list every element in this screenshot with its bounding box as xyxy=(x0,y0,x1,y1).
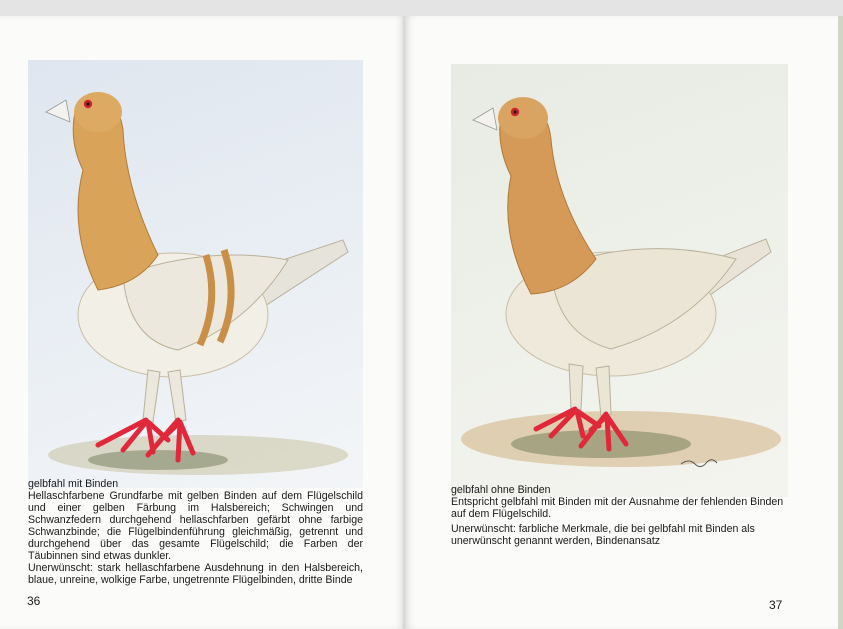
illustration-gelbfahl-ohne-binden xyxy=(451,64,788,497)
pigeon-without-bars-illustration xyxy=(451,64,788,497)
description: Entspricht gelbfahl mit Binden mit der Ausnahme der fehlenden Binden auf dem Flügelschild. xyxy=(451,496,784,520)
description: Hellaschfarbene Grundfarbe mit gelben Binden auf dem Flügelschild und einer gelben Färbung im Halsbereich; Schwingen und Schwanzfedern durchgehend hellaschfarben gefärbt ohne farbige Schwanzbinde; die Flügelbindenführung gleichmäßig, getrennt und durchgehend über das gesamte Flügelschild; die Farben der Täubinnen sind etwas dunkler. xyxy=(28,490,363,562)
scan-border xyxy=(0,0,843,16)
left-page xyxy=(0,16,405,629)
text-gelbfahl-ohne-binden xyxy=(451,484,788,550)
pigeon-with-bars-illustration xyxy=(28,60,363,488)
undesired-traits: Unerwünscht: farbliche Merkmale, die bei gelbfahl mit Binden als unerwünscht genannt werden, Bindenansatz xyxy=(451,523,755,547)
illustration-gelbfahl-mit-binden xyxy=(28,60,363,488)
right-page xyxy=(405,16,838,629)
page-edge xyxy=(838,16,843,629)
text-gelbfahl-mit-binden xyxy=(28,478,363,586)
page-number: 37 xyxy=(769,598,783,612)
caption: gelbfahl ohne Binden xyxy=(451,484,551,496)
caption: gelbfahl mit Binden xyxy=(28,478,119,490)
undesired-traits: Unerwünscht: stark hellaschfarbene Ausdehnung in den Halsbereich, blaue, unreine, wolkige Farbe, ungetrennte Flügelbinden, dritte Binde xyxy=(28,562,363,586)
page-number: 36 xyxy=(27,594,41,608)
